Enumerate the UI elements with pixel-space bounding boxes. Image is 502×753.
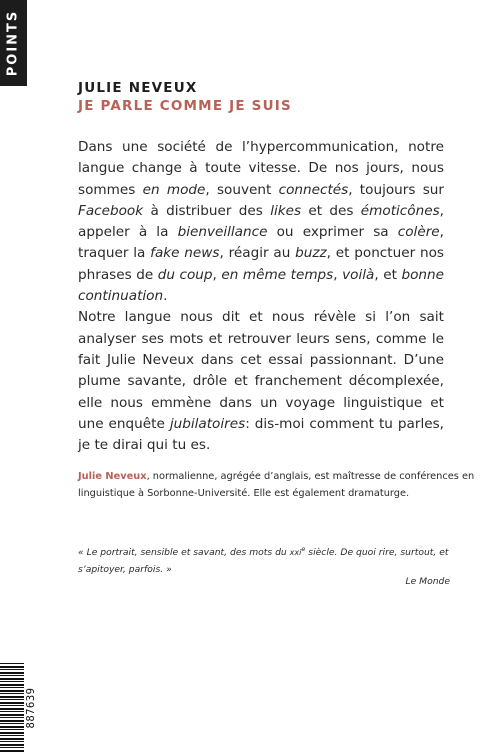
emphasis-text: buzz <box>295 245 327 262</box>
text-run: à distribuer des <box>143 202 271 219</box>
text-run: , et ponctuer nos phrases de <box>78 245 444 283</box>
blurb-paragraph-1 <box>78 137 444 307</box>
text-run: , <box>333 266 343 283</box>
text-run: . <box>163 288 168 305</box>
emphasis-text: bonne continuation <box>78 266 444 305</box>
emphasis-text: émoticônes <box>360 202 440 219</box>
author-bio <box>78 468 480 502</box>
press-quote <box>78 541 478 578</box>
text-run: Notre langue nous dit et nous révèle si l’on sait analyser ses mots et retrouver leurs sens, comme le fait Julie Neveux dans cet essai passionnant. D’une plume savante, drôle et franchement décomplexée, elle nous emmène dans un voyage linguistique et une enquête <box>78 309 444 432</box>
emphasis-text: en mode <box>142 181 206 198</box>
text-run: Dans une société de l’hypercommunication, notre langue change à toute vitesse. De nos jours, nous sommes <box>78 139 444 198</box>
text-run: , traquer la <box>78 224 444 262</box>
text-run: , toujours sur <box>348 181 444 198</box>
emphasis-text: bienveillance <box>177 224 268 241</box>
quote-text-start: « Le portrait, sensible et savant, des mots du <box>78 547 290 559</box>
emphasis-text: fake news <box>150 245 220 262</box>
barcode-digits: 887639 <box>25 687 37 729</box>
emphasis-text: jubilatoires <box>169 415 246 432</box>
publisher-logo <box>0 0 27 86</box>
book-header <box>78 80 478 114</box>
emphasis-text: colère <box>397 224 440 241</box>
text-run: , appeler à la <box>78 202 444 241</box>
isbn-strip <box>24 663 38 753</box>
emphasis-text: en même temps <box>221 266 334 283</box>
emphasis-text: Facebook <box>78 202 144 219</box>
blurb <box>78 137 444 456</box>
quote-century-sup: e <box>301 545 306 553</box>
author-name: JULIE NEVEUX <box>78 80 198 96</box>
text-run: : dis-moi comment tu parles, je te dirai qui tu es. <box>78 415 444 454</box>
emphasis-text: connectés <box>278 181 349 198</box>
emphasis-text: du coup <box>157 266 213 283</box>
emphasis-text: likes <box>270 202 302 219</box>
barcode <box>0 663 24 753</box>
blurb-paragraph-2 <box>78 307 444 456</box>
quote-century: xxi <box>289 548 302 558</box>
text-run: , réagir au <box>219 245 296 262</box>
bio-author-name: Julie Neveux <box>78 471 147 482</box>
book-title: JE PARLE COMME JE SUIS <box>78 98 292 114</box>
quote-source: Le Monde <box>405 576 450 587</box>
bio-text: , normalienne, agrégée d’anglais, est maîtresse de conférences en linguistique à Sorbonne-Université. Elle est également dramaturge. <box>78 471 475 499</box>
text-run: , souvent <box>205 181 279 198</box>
publisher-logo-text: POINTS <box>5 9 21 77</box>
emphasis-text: voilà <box>342 266 375 283</box>
text-run: , et <box>374 266 402 283</box>
text-run: ou exprimer sa <box>267 224 398 241</box>
text-run: , <box>212 266 222 283</box>
text-run: et des <box>301 202 361 219</box>
quote-text-end: siècle. De quoi rire, surtout, et s’apitoyer, parfois. » <box>78 547 449 576</box>
